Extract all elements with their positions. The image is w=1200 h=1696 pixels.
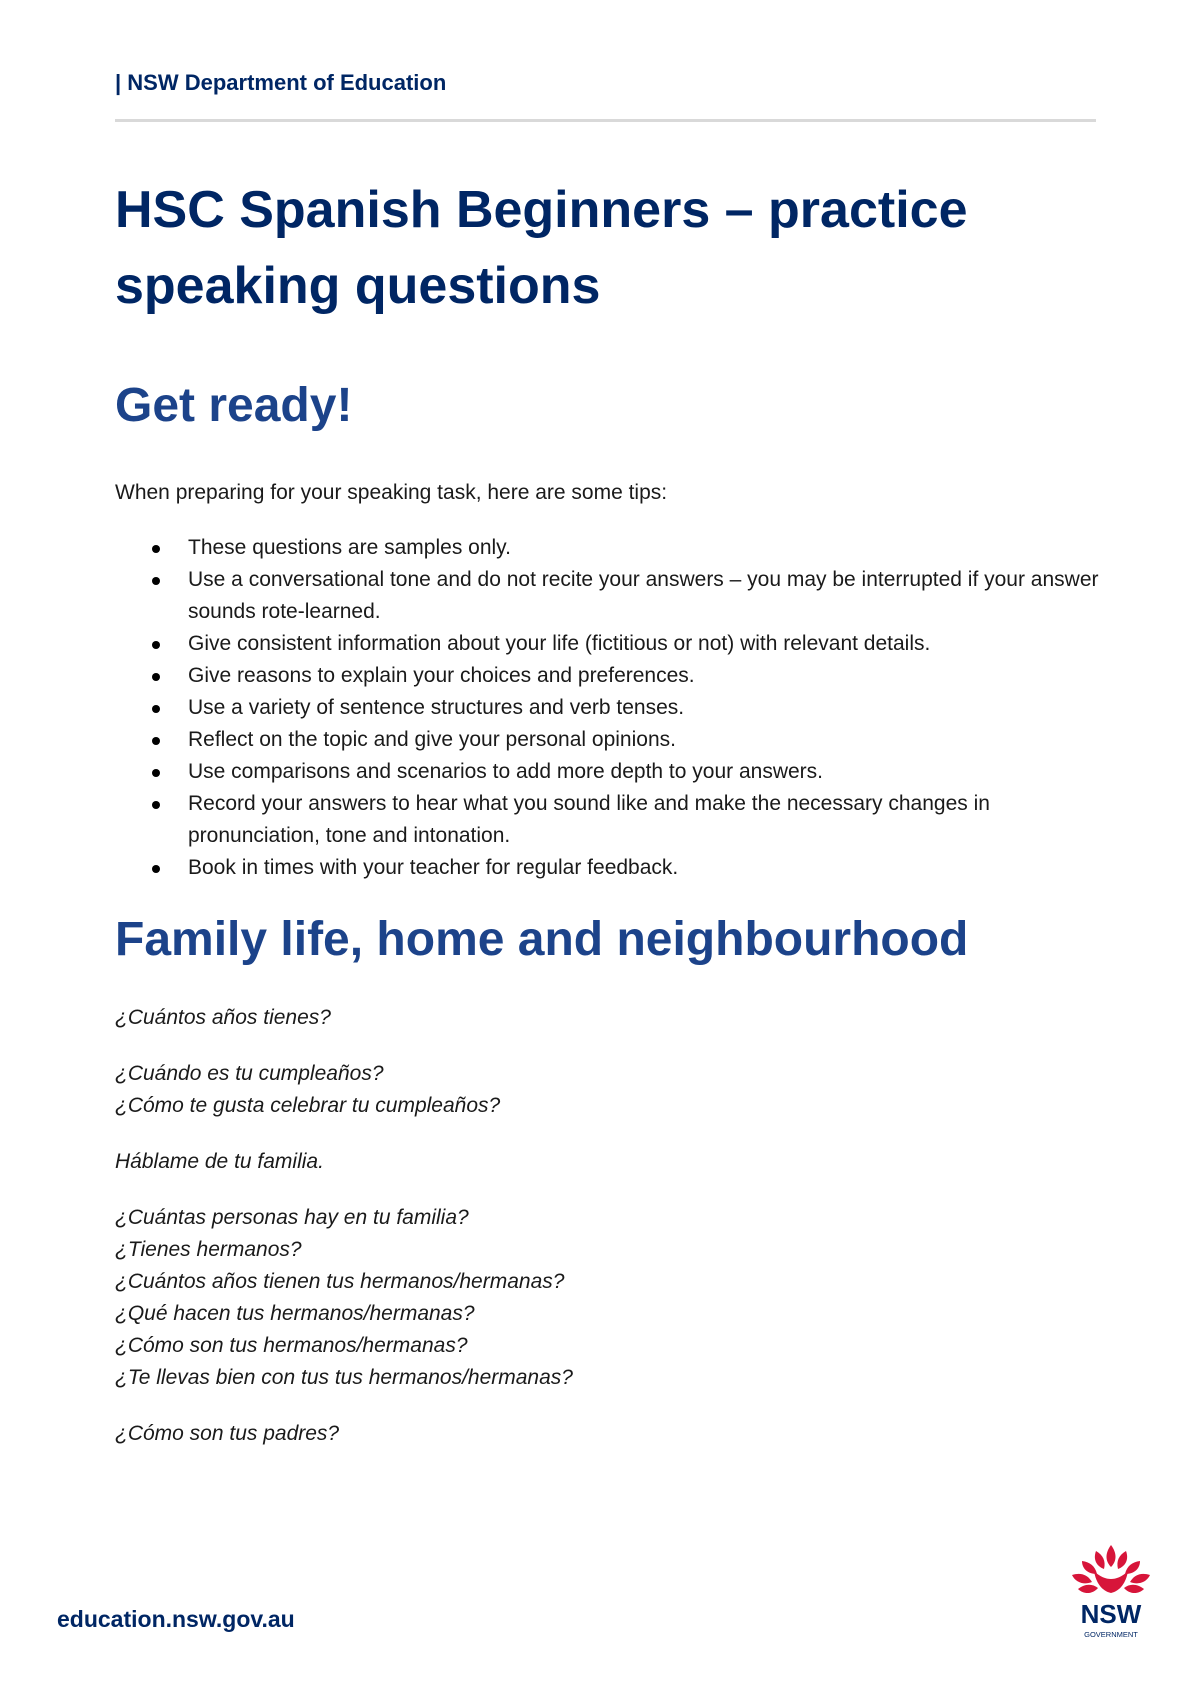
tip-item (115, 628, 1105, 660)
footer-url: education.nsw.gov.au (57, 1606, 295, 1632)
question: ¿Cuántas personas hay en tu familia? (115, 1206, 469, 1229)
question: ¿Cómo son tus hermanos/hermanas? (115, 1334, 468, 1357)
question: ¿Cuántos años tienes? (115, 1006, 331, 1029)
tip-item (115, 532, 1105, 564)
tip-text: These questions are samples only. (188, 536, 511, 559)
tip-item (115, 852, 1105, 884)
tip-text: Record your answers to hear what you sound like and make the necessary changes in pronunciation, tone and intonation. (188, 792, 990, 847)
nsw-government-logo (1066, 1543, 1156, 1641)
question-group (115, 1418, 1095, 1450)
tip-item (115, 724, 1105, 756)
tip-text: Reflect on the topic and give your personal opinions. (188, 728, 676, 751)
question-group (115, 1058, 1095, 1122)
bullet-icon (152, 769, 160, 777)
tip-item (115, 692, 1105, 724)
bullet-icon (152, 641, 160, 649)
bullet-icon (152, 705, 160, 713)
question: ¿Cuántos años tienen tus hermanos/hermanas? (115, 1270, 565, 1293)
question: ¿Cómo te gusta celebrar tu cumpleaños? (115, 1094, 501, 1117)
tips-list (115, 532, 1105, 884)
question-group (115, 1002, 1095, 1034)
question: ¿Cuándo es tu cumpleaños? (115, 1062, 384, 1085)
tip-item (115, 564, 1105, 628)
tip-item (115, 756, 1105, 788)
question-list (115, 1002, 1095, 1474)
waratah-icon (1072, 1545, 1150, 1593)
tip-text: Use a conversational tone and do not recite your answers – you may be interrupted if your answer sounds rote-learned. (188, 568, 1099, 623)
question-group (115, 1146, 1095, 1178)
question-group (115, 1202, 1095, 1394)
bullet-icon (152, 865, 160, 873)
tip-item (115, 788, 1105, 852)
question: Háblame de tu familia. (115, 1150, 324, 1173)
question: ¿Tienes hermanos? (115, 1238, 302, 1261)
tip-text: Use a variety of sentence structures and verb tenses. (188, 696, 685, 719)
question: ¿Qué hacen tus hermanos/hermanas? (115, 1302, 475, 1325)
department-header: | NSW Department of Education (115, 70, 447, 95)
header-divider (115, 119, 1096, 122)
logo-wordmark: NSW (1080, 1599, 1142, 1629)
bullet-icon (152, 545, 160, 553)
question: ¿Cómo son tus padres? (115, 1422, 340, 1445)
bullet-icon (152, 673, 160, 681)
bullet-icon (152, 801, 160, 809)
logo-subtext: GOVERNMENT (1084, 1630, 1138, 1639)
tip-text: Give consistent information about your life (fictitious or not) with relevant details. (188, 632, 931, 655)
tips-intro: When preparing for your speaking task, here are some tips: (115, 481, 668, 504)
bullet-icon (152, 737, 160, 745)
family-section-heading: Family life, home and neighbourhood (115, 913, 969, 966)
bullet-icon (152, 577, 160, 585)
tip-item (115, 660, 1105, 692)
question: ¿Te llevas bien con tus tus hermanos/hermanas? (115, 1366, 573, 1389)
tip-text: Give reasons to explain your choices and preferences. (188, 664, 695, 687)
tip-text: Use comparisons and scenarios to add more depth to your answers. (188, 760, 823, 783)
tip-text: Book in times with your teacher for regular feedback. (188, 856, 679, 879)
get-ready-heading: Get ready! (115, 379, 353, 432)
document-title: HSC Spanish Beginners – practice speaking questions (115, 181, 968, 315)
